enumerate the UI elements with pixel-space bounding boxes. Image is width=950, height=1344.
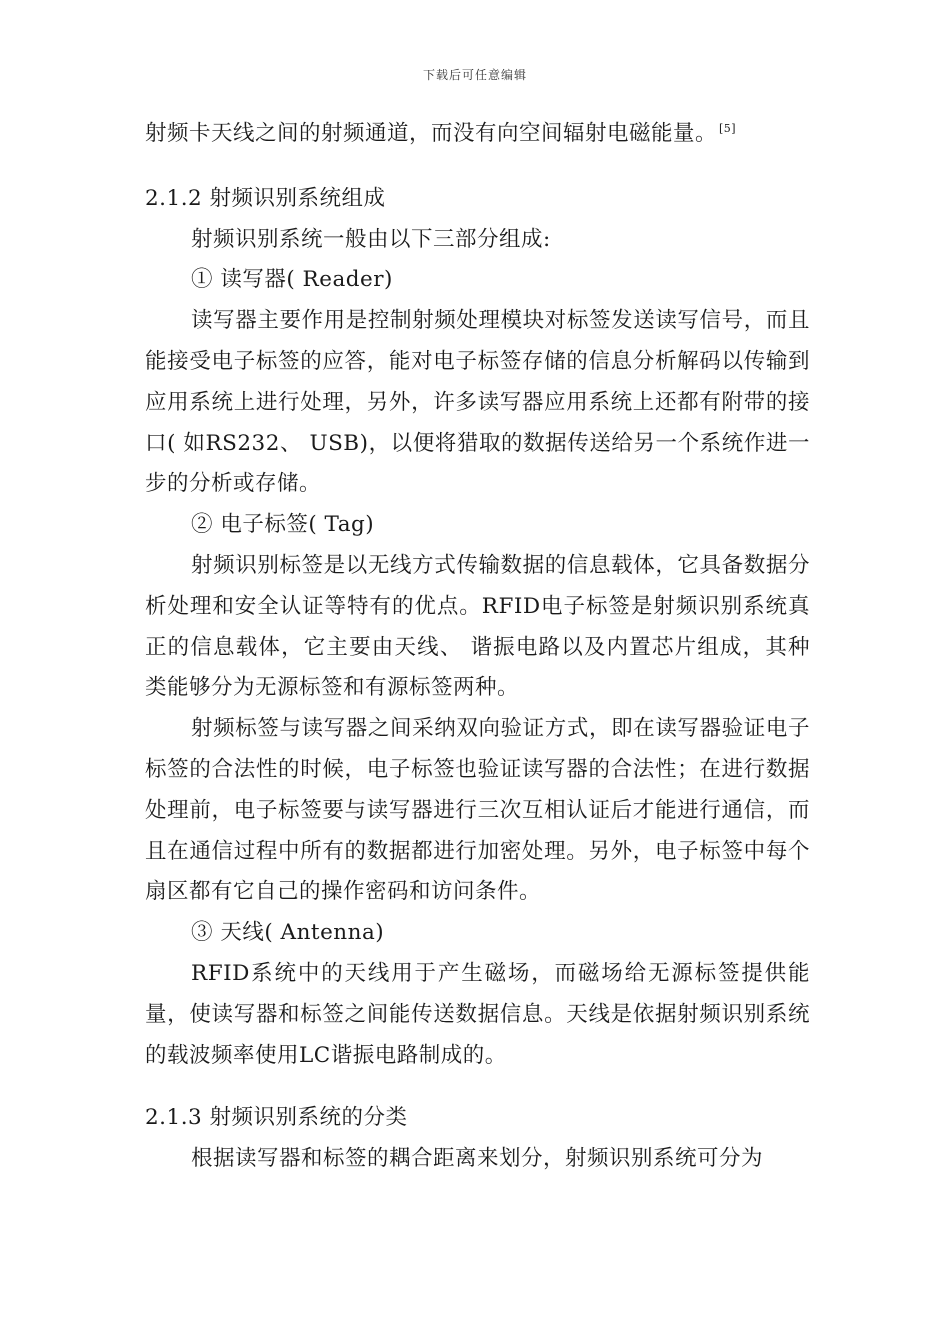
- paragraph-tag-2: 射频标签与读写器之间采纳双向验证方式，即在读写器验证电子标签的合法性的时候，电子标签也验证读写器的合法性；在进行数据处理前，电子标签要与读写器进行三次互相认证后才能进行通信，而且在通信过程中所有的数据都进行加密处理。另外，电子标签中每个扇区都有它自己的操作密码和访问条件。: [145, 716, 810, 905]
- paragraph-antenna: RFID系统中的天线用于产生磁场，而磁场给无源标签提供能量，使读写器和标签之间能传送数据信息。天线是依据射频识别系统的载波频率使用LC谐振电路制成的。: [145, 960, 810, 1068]
- page-header: 下载后可任意编辑: [422, 68, 527, 82]
- item-title-reader: ① 读写器( Reader): [191, 267, 393, 293]
- section-heading-2-1-3: 2.1.3 射频识别系统的分类: [145, 1105, 408, 1131]
- paragraph-reader: 读写器主要作用是控制射频处理模块对标签发送读写信号，而且能接受电子标签的应答，能对电子标签存储的信息分析解码以传输到应用系统上进行处理，另外，许多读写器应用系统上还都有附带的接口( 如RS232、 USB)，以便将猎取的数据传送给另一个系统作进一步的分析或存储。: [145, 308, 810, 497]
- section-heading-2-1-2: 2.1.2 射频识别系统组成: [145, 185, 386, 211]
- paragraph-classification: 根据读写器和标签的耦合距离来划分，射频识别系统可分为: [191, 1146, 764, 1172]
- reference-marker: [5]: [719, 121, 737, 135]
- paragraph-intro: [145, 114, 810, 155]
- section-intro: 射频识别系统一般由以下三部分组成:: [191, 226, 551, 252]
- document-body: [145, 114, 810, 1180]
- item-title-tag: ② 电子标签( Tag): [191, 512, 375, 538]
- item-title-antenna: ③ 天线( Antenna): [191, 920, 385, 946]
- paragraph-intro-text: 射频卡天线之间的射频通道，而没有向空间辐射电磁能量。: [145, 121, 718, 146]
- paragraph-tag-1: 射频识别标签是以无线方式传输数据的信息载体，它具备数据分析处理和安全认证等特有的优点。RFID电子标签是射频识别系统真正的信息载体，它主要由天线、 谐振电路以及内置芯片组成，其种类能够分为无源标签和有源标签两种。: [145, 552, 810, 701]
